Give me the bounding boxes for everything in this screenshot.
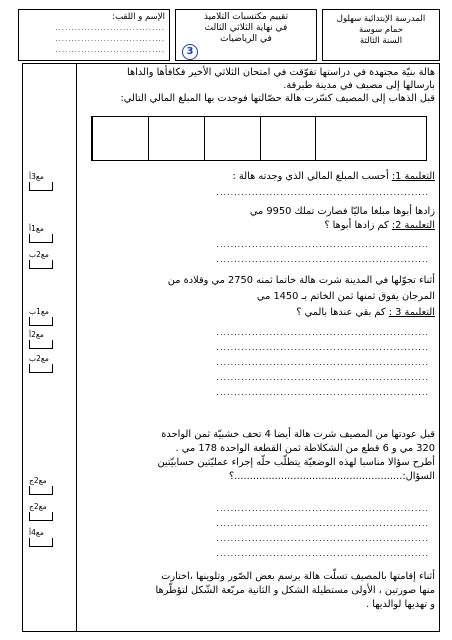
answer-line[interactable]: ............................................................: [216, 504, 429, 513]
task1-label: التعليمة 1:: [391, 171, 435, 182]
money-table: [91, 116, 427, 161]
criterion-label: مع1أ: [29, 224, 53, 243]
task4-question[interactable]: السؤال:......................................................؟: [228, 471, 435, 482]
name-label: الإسم و اللقب:: [112, 12, 165, 22]
criteria-margin-divider: [76, 64, 77, 631]
answer-line[interactable]: ............................................................: [216, 358, 429, 367]
school-name: المدرسة الإبتدائية سهلول: [336, 14, 426, 24]
title-line-3: في الرياضيات: [220, 34, 272, 44]
task2-instruction: [81, 219, 435, 232]
table-cell: [260, 117, 316, 160]
task4-line-1: قبل عودتها من المصيف شرت هالة أيضا 4 تحف خشبيّة ثمن الواحدة: [161, 429, 435, 440]
criterion-label: مع2ب: [29, 250, 53, 269]
task1-instruction: [81, 170, 435, 183]
task3-instruction: [81, 306, 435, 319]
intro-line-3: قبل الذهاب إلى المصيف كسّرت هالة حصّالتها فوجدت بها المبلغ المالي التالي:: [120, 93, 435, 104]
name-dots-2: ..................................: [55, 35, 165, 43]
school-city: حمام سوسة: [359, 25, 403, 35]
school-info-box: [322, 9, 440, 61]
name-dots-1: ..................................: [55, 24, 165, 32]
criterion-label: مع2أ: [29, 330, 53, 349]
intro-line-1: هالة بنيّة مجتهدة في دراستها تفوّقت في امتحان الثلاثي الأخير فكافأها والداها: [127, 67, 435, 78]
task5-line-1: أثناء إقامتها بالمصيف تسلّت هالة برسم بعض الصّور وتلوينها ،اختارت: [161, 571, 435, 582]
criterion-label: مع1ب: [29, 307, 53, 326]
criterion-label: مع2ج: [29, 502, 53, 521]
task3-line-1: أثناء تجوّلها في المدينة شرت هالة خاتما ثمنه 2750 مي وقلادة من: [167, 275, 435, 286]
criterion-label: مع4أ: [29, 528, 53, 547]
title-box: [175, 9, 317, 61]
task4-line-3: أطرح سؤالا مناسبا لهذه الوضعيّة يتطلّب حلّه إجراء عمليّتين حسابيّتين: [157, 457, 435, 468]
task3-line-2: المرجان يفوق ثمنها ثمن الخاتم بـ 1450 مي: [256, 291, 435, 302]
school-grade: السنة الثالثة: [359, 36, 403, 46]
table-cell: [315, 117, 371, 160]
table-cell: [204, 117, 260, 160]
answer-line[interactable]: ............................................................: [216, 188, 429, 197]
task2-label: التعليمة 2:: [391, 220, 435, 231]
criterion-label: مع2ج: [29, 476, 53, 495]
table-cell: [371, 117, 426, 160]
answer-line[interactable]: ............................................................: [216, 373, 429, 382]
answer-line[interactable]: ............................................................: [216, 328, 429, 337]
exercise-frame: [22, 63, 440, 632]
answer-line[interactable]: ............................................................: [216, 343, 429, 352]
answer-line[interactable]: ............................................................: [216, 388, 429, 397]
trimester-number: 3: [182, 44, 198, 60]
answer-line[interactable]: ............................................................: [216, 240, 429, 249]
student-name-box: [18, 9, 170, 61]
name-dots-3: ..................................: [55, 46, 165, 54]
task5-line-2: منها صورتين ، الأولى مستطيلة الشكل و الثانية مربّعة الشّكل لتؤطّرها: [155, 585, 435, 596]
intro-line-2: بارسالها إلى مصيف في مدينة طبرقة.: [283, 80, 435, 91]
task4-line-2: 320 مي و 6 قطع من الشكلاطة ثمن القطعة الواحدة 178 مي .: [175, 443, 435, 454]
task1-text: أحسب المبلغ المالي الذي وجدته هالة :: [232, 171, 392, 182]
answer-line[interactable]: ............................................................: [216, 519, 429, 528]
task2-statement: زادها أبوها مبلغا ماليّا فصارت تملك 9950 مي: [249, 206, 435, 217]
title-line-2: في نهاية الثلاثي الثالث: [204, 23, 288, 33]
task2-text: كم زادها أبوها ؟: [324, 220, 392, 231]
table-cell: [92, 117, 148, 160]
answer-line[interactable]: ............................................................: [216, 549, 429, 558]
task5-line-3: و تهديها لوالديها .: [366, 599, 435, 610]
table-cell: [148, 117, 204, 160]
criterion-label: مع2ب: [29, 354, 53, 373]
title-line-1: تقييم مكتسبات التلاميذ: [203, 12, 289, 22]
task3-text: كم بقي عندها بالمي ؟: [296, 307, 389, 318]
answer-line[interactable]: ............................................................: [216, 534, 429, 543]
task3-label: التعليمة 3 :: [388, 307, 435, 318]
answer-line[interactable]: ............................................................: [216, 255, 429, 264]
criterion-label: مع3أ: [29, 172, 53, 191]
